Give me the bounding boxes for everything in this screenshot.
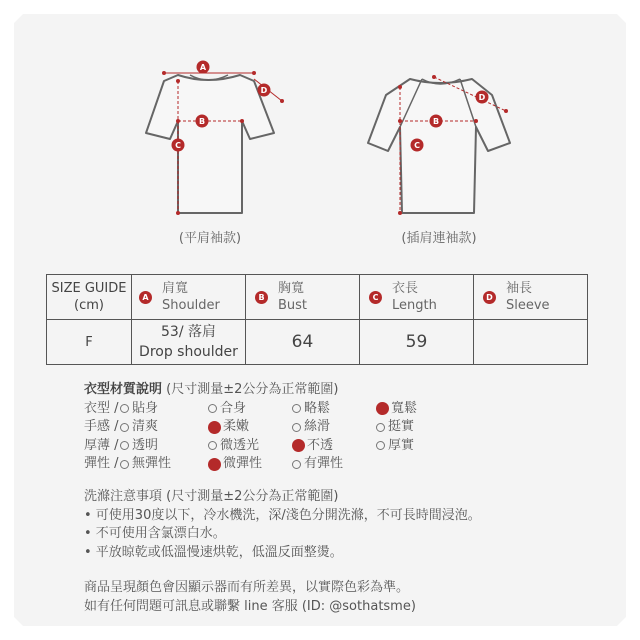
shoulder-value: 53/ 落肩	[161, 324, 216, 340]
footer-notes	[84, 578, 416, 616]
corner-notch	[617, 14, 626, 23]
material-section	[84, 381, 418, 474]
material-row	[84, 437, 415, 456]
material-option-text: 貼身	[132, 400, 159, 416]
material-row-label: 厚薄 /	[84, 437, 119, 453]
col-en: Shoulder	[162, 298, 220, 313]
material-row	[84, 455, 344, 474]
col-zh: 袖長	[506, 281, 533, 296]
radio-circle-icon	[292, 423, 301, 432]
selected-dot-icon	[292, 439, 305, 452]
wash-item: • 平放晾乾或低溫慢速烘乾，低溫反面整燙。	[84, 544, 343, 560]
badge-b: B	[255, 291, 268, 304]
material-option	[292, 455, 343, 474]
radio-circle-icon	[292, 404, 301, 413]
radio-circle-icon	[120, 404, 129, 413]
material-row-label: 彈性 /	[84, 456, 119, 471]
material-option-text: 不透	[307, 437, 334, 453]
marker-b: B	[432, 117, 440, 126]
bust-cell: 64	[246, 320, 360, 365]
size-guide-table	[46, 274, 588, 365]
material-option-text: 透明	[132, 437, 159, 453]
material-option-text: 絲滑	[304, 419, 331, 434]
marker-c: C	[414, 141, 420, 150]
corner-notch	[14, 14, 23, 23]
material-option-text: 微彈性	[223, 456, 263, 471]
material-option	[292, 400, 330, 419]
material-option	[376, 400, 417, 419]
radio-circle-icon	[120, 441, 129, 450]
selected-dot-icon	[208, 421, 221, 434]
material-row-label: 衣型 /	[84, 400, 119, 416]
material-option-text: 合身	[220, 400, 247, 416]
col-header-bust	[246, 275, 360, 320]
marker-b: B	[198, 117, 206, 126]
footer-color-note: 商品呈現顏色會因顯示器而有所差異，以實際色彩為準。	[84, 580, 410, 595]
shirt-caption-flat: (平肩袖款)	[178, 231, 242, 246]
radio-circle-icon	[208, 441, 217, 450]
marker-d: D	[478, 93, 486, 102]
material-option	[120, 455, 171, 474]
radio-circle-icon	[120, 423, 129, 432]
material-option	[120, 437, 158, 456]
sleeve-cell	[474, 320, 588, 365]
material-option-text: 柔嫩	[223, 419, 250, 434]
material-option-text: 厚實	[388, 437, 415, 453]
material-option-text: 略鬆	[304, 400, 331, 416]
col-en: Bust	[278, 298, 308, 313]
radio-circle-icon	[376, 423, 385, 432]
material-option	[208, 455, 262, 474]
col-en: Length	[392, 298, 437, 313]
material-row	[84, 418, 415, 437]
badge-d: D	[483, 291, 496, 304]
col-header-length	[360, 275, 474, 320]
radio-circle-icon	[120, 460, 129, 469]
radio-circle-icon	[376, 441, 385, 450]
selected-dot-icon	[208, 458, 221, 471]
size-table-row	[47, 320, 588, 365]
badge-a: A	[139, 291, 152, 304]
marker-a: A	[199, 63, 207, 72]
col-zh: 衣長	[392, 281, 419, 296]
radio-circle-icon	[292, 460, 301, 469]
wash-title: 洗滌注意事項 (尺寸測量±2公分為正常範圍)	[84, 489, 339, 504]
selected-dot-icon	[376, 402, 389, 415]
material-option-text: 寬鬆	[391, 400, 418, 416]
marker-d: D	[260, 86, 268, 95]
flat-shoulder-shirt-diagram	[130, 55, 290, 220]
shoulder-cell	[132, 320, 246, 365]
corner-notch	[14, 617, 23, 626]
badge-c: C	[369, 291, 382, 304]
size-cell: F	[47, 320, 132, 365]
size-table-header-row	[47, 275, 588, 320]
col-header-sleeve	[474, 275, 588, 320]
wash-item: • 可使用30度以下，冷水機洗，深/淺色分開洗滌，不可長時間浸泡。	[84, 507, 481, 523]
material-note: (尺寸測量±2公分為正常範圍)	[162, 382, 339, 397]
col-header-shoulder	[132, 275, 246, 320]
material-option	[376, 418, 414, 437]
material-option	[208, 418, 249, 437]
size-guide-unit: (cm)	[74, 298, 104, 313]
material-option	[376, 437, 414, 456]
size-guide-label: SIZE GUIDE	[51, 281, 127, 296]
material-option-text: 有彈性	[304, 456, 344, 471]
material-title-row	[84, 381, 338, 400]
marker-c: C	[175, 141, 181, 150]
material-option-text: 無彈性	[132, 456, 172, 471]
length-cell: 59	[360, 320, 474, 365]
col-zh: 胸寬	[278, 281, 305, 296]
size-guide-header	[47, 275, 132, 320]
material-option	[120, 400, 158, 419]
material-option	[208, 437, 259, 456]
corner-notch	[617, 617, 626, 626]
material-row	[84, 400, 418, 419]
material-option-text: 挺實	[388, 419, 415, 434]
shoulder-note: Drop shoulder	[139, 344, 238, 360]
raglan-shirt-diagram	[362, 55, 522, 220]
material-option	[208, 400, 246, 419]
material-title: 衣型材質說明	[84, 382, 163, 397]
wash-section	[84, 488, 481, 562]
radio-circle-icon	[208, 404, 217, 413]
col-en: Sleeve	[506, 298, 550, 313]
material-option	[292, 418, 330, 437]
material-row-label: 手感 /	[84, 419, 119, 434]
shirt-caption-raglan: (插肩連袖款)	[401, 231, 477, 246]
material-option	[292, 437, 333, 456]
wash-item: • 不可使用含氯漂白水。	[84, 526, 226, 541]
material-option	[120, 418, 158, 437]
col-zh: 肩寬	[162, 281, 189, 296]
footer-contact-note: 如有任何問題可訊息或聯繫 line 客服 (ID: @sothatsme)	[84, 599, 416, 614]
material-option-text: 清爽	[132, 419, 159, 434]
material-option-text: 微透光	[220, 437, 260, 453]
